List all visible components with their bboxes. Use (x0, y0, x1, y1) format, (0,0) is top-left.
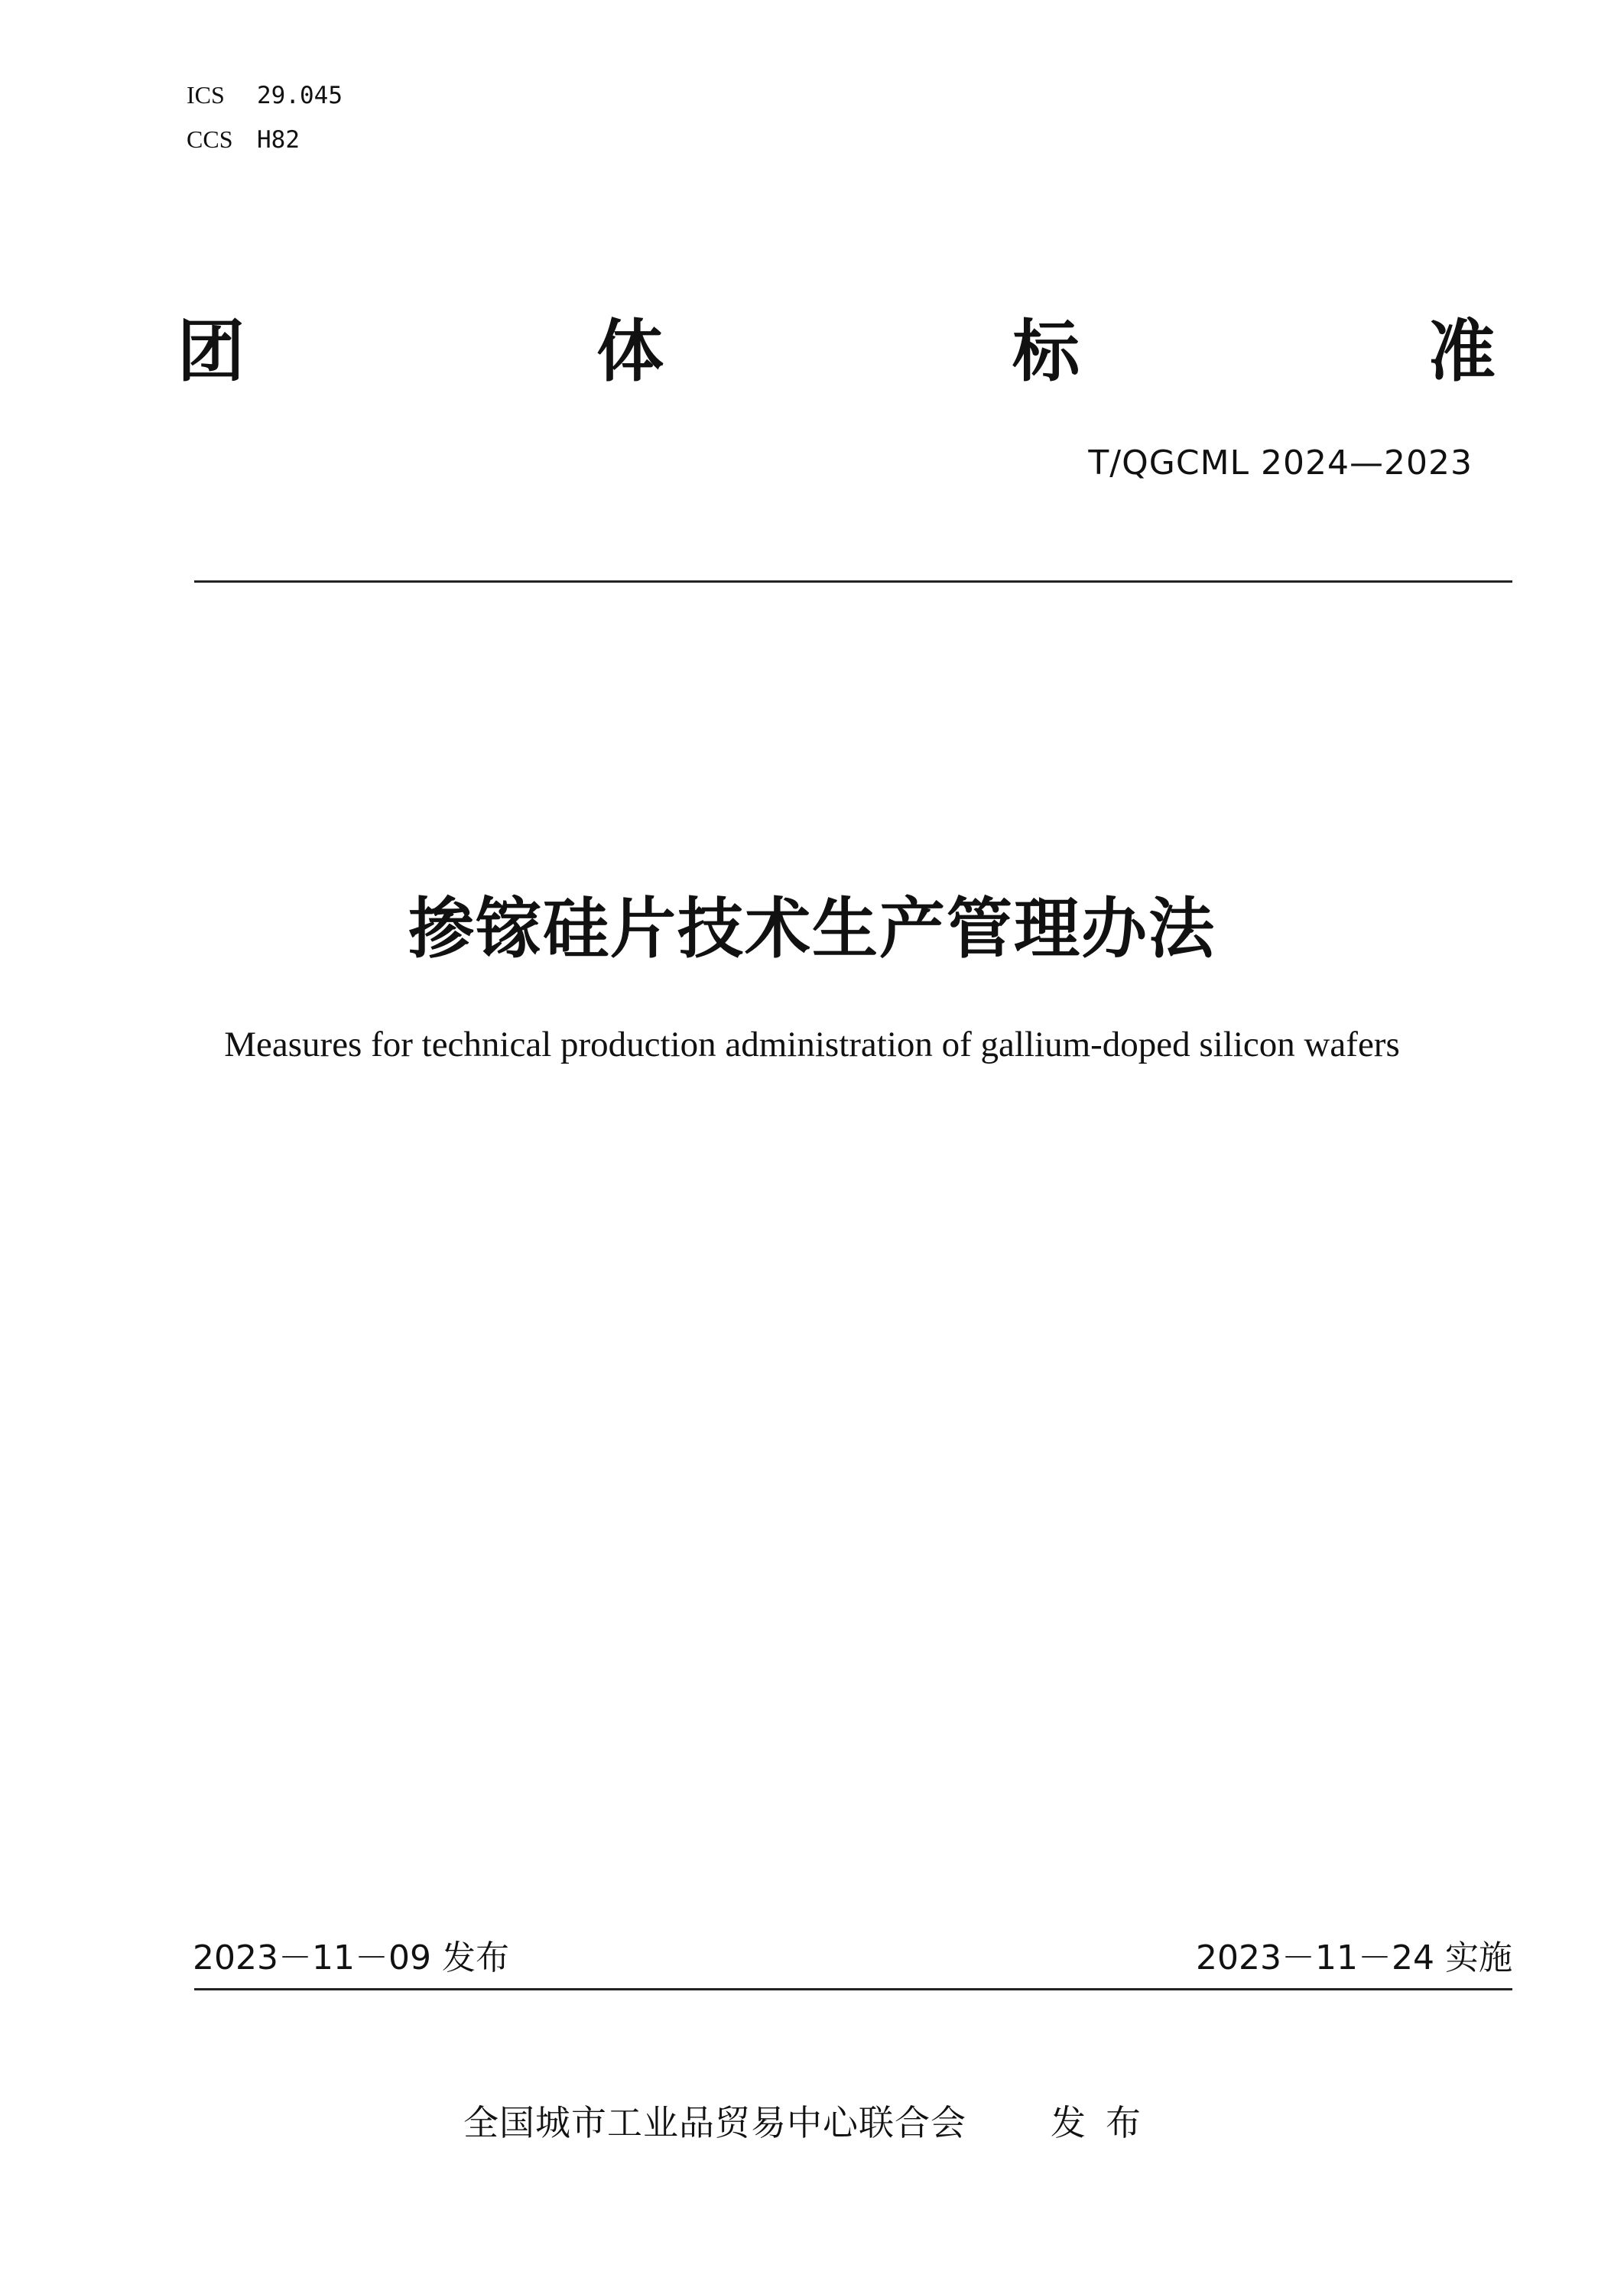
standard-number: T/QGCML 2024—2023 (1088, 444, 1473, 483)
issue-date: 2023－11－09 发布 (193, 1938, 509, 1977)
chinese-title: 掺镓硅片技术生产管理办法 (408, 891, 1216, 967)
ccs-classification (187, 124, 300, 155)
publisher-action: 发布 (1051, 2102, 1161, 2143)
publisher-line (0, 2100, 1624, 2146)
standard-type-char: 体 (596, 312, 664, 391)
ics-label: ICS (187, 81, 225, 109)
bottom-divider (194, 1988, 1512, 1990)
standard-type-char: 团 (177, 312, 245, 391)
standard-type-char: 准 (1428, 312, 1496, 391)
ccs-value: H82 (257, 126, 300, 154)
publisher-organization: 全国城市工业品贸易中心联合会 (463, 2102, 966, 2143)
ics-value: 29.045 (257, 82, 343, 109)
implementation-date: 2023－11－24 实施 (1196, 1938, 1512, 1977)
standard-type-char: 标 (1012, 312, 1080, 391)
ccs-label: CCS (187, 125, 233, 153)
standard-type-heading (177, 314, 1499, 390)
ics-classification (187, 80, 343, 111)
english-title: Measures for technical production administration of gallium-doped silicon wafers (224, 1025, 1400, 1064)
top-divider (194, 580, 1512, 583)
